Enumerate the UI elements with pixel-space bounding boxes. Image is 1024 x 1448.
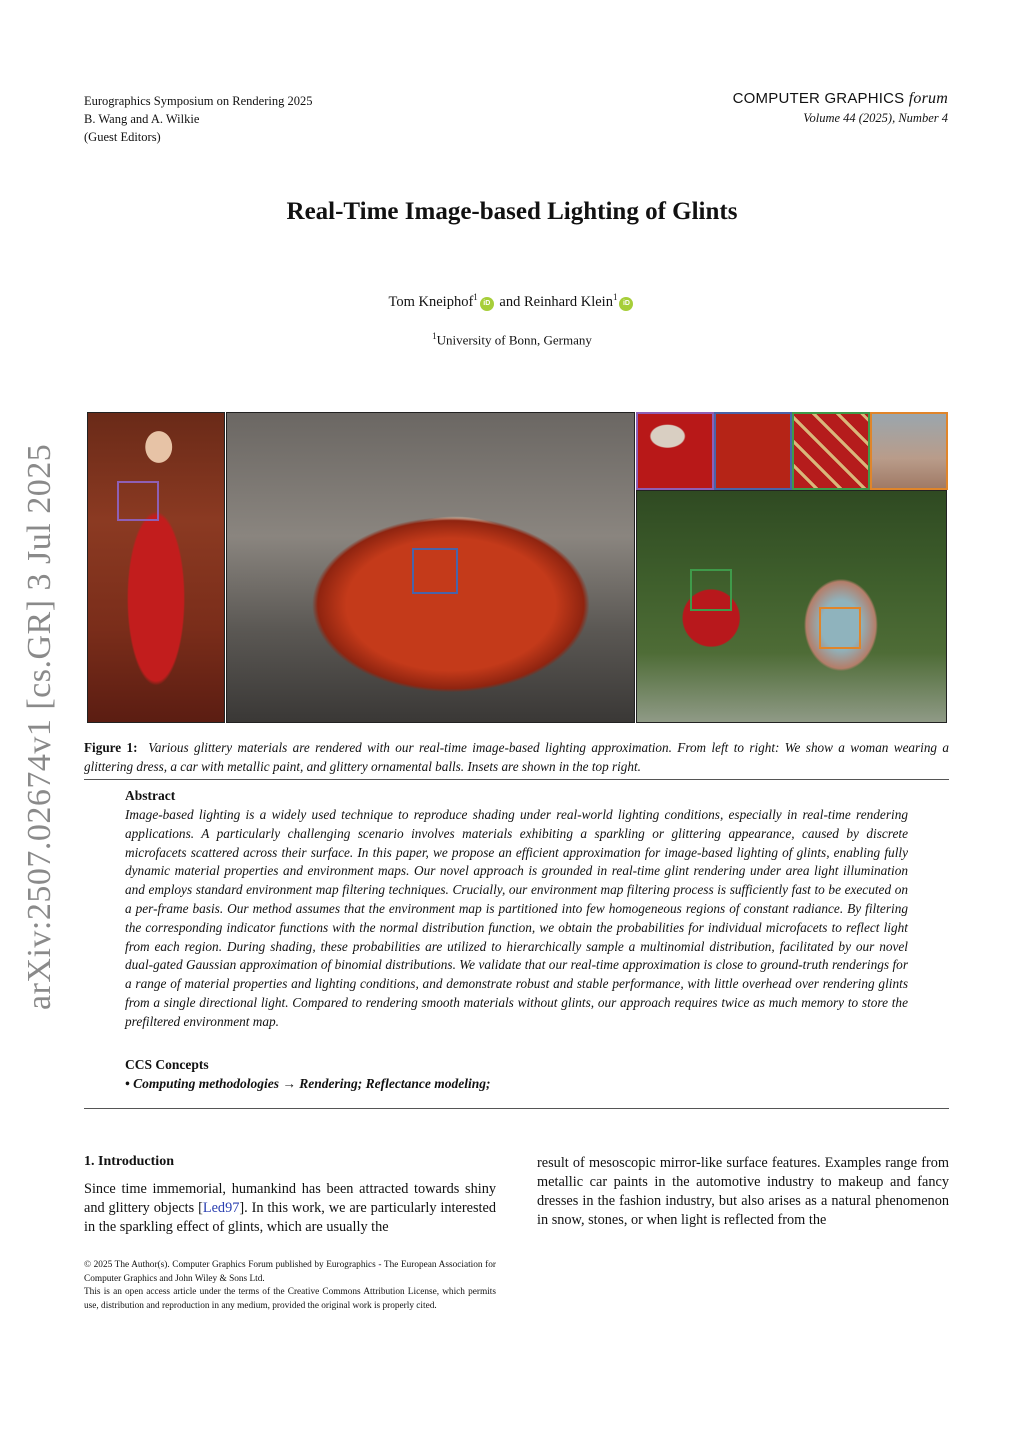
orcid-icon[interactable]: iD <box>480 297 494 311</box>
author-affiliation-mark: 1 <box>473 292 478 302</box>
ccs-arrow: → <box>282 1076 296 1091</box>
arxiv-stamp: arXiv:2507.02674v1 [cs.GR] 3 Jul 2025 <box>21 443 58 1010</box>
citation-link[interactable]: Led97 <box>202 1200 240 1216</box>
affiliation <box>0 331 1024 348</box>
figure-inset-2 <box>714 412 792 490</box>
figure-inset-3 <box>792 412 870 490</box>
copyright-footnote <box>84 1259 496 1313</box>
abstract-heading: Abstract <box>125 788 176 803</box>
ccs-concepts <box>125 1076 491 1092</box>
abstract-text: Image-based lighting is a widely used technique to reproduce shading under real-world lighting conditions, especially in real-time rendering applications. A particularly challenging scenario involves materials exhibiting a sparkling or glittering appearance, caused by discrete microfacets scattered across their surface. In this paper, we propose an efficient approximation for image-based lighting of glints, enabling fully dynamic material properties and environment maps. Our novel approach is grounded in real-time glint rendering under area light illumination and employs standard environment map filtering techniques. Crucially, our environment map filtering process is sufficiently fast to be executed on a per-frame basis. Our method assumes that the environment map is partitioned into few homogeneous regions of constant radiance. By filtering the corresponding indicator functions with the normal distribution function, we obtain the probabilities for individual microfacets to reflect light from each region. During shading, these probabilities are utilized to hierarchically sample a multinomial distribution, facilitated by our novel dual-gated Gaussian approximation of binomial distributions. We validate that our real-time approximation is close to ground-truth renderings for a range of material properties and lighting conditions, and demonstrate robust and stable performance, with little overhead over rendering glints from a single directional light. Compared to rendering smooth materials without glints, our approach requires twice as much memory to store the prefiltered environment map. <box>125 807 908 1029</box>
ccs-bullet: • <box>125 1076 130 1091</box>
author-affiliation-mark: 1 <box>612 292 618 302</box>
author-joiner: and <box>499 293 521 310</box>
ccs-concept-list: Rendering; Reflectance modeling; <box>299 1076 491 1091</box>
figure-panel-ornaments <box>636 490 947 723</box>
conference-header <box>84 92 312 146</box>
journal-name: COMPUTER GRAPHICS <box>732 90 905 107</box>
inset-marker-car <box>412 548 458 594</box>
inset-marker-red-ornament <box>690 569 732 611</box>
figure-caption <box>84 738 949 776</box>
author-name: Tom Kneiphof <box>388 293 474 310</box>
figure-inset-1 <box>636 412 714 490</box>
editors-role: (Guest Editors) <box>84 130 161 144</box>
affiliation-mark: 1 <box>432 331 437 341</box>
author-name: Reinhard Klein <box>523 293 613 310</box>
figure-label: Figure 1: <box>84 740 138 755</box>
affiliation-text: University of Bonn, Germany <box>436 332 592 348</box>
license-line: This is an open access article under the terms of the Creative Commons Attribution License, which permits use, distribution and reproduction in any medium, provided the original work is properly cited. <box>84 1287 496 1311</box>
divider <box>84 1108 949 1109</box>
journal-suffix: forum <box>908 90 948 107</box>
orcid-icon[interactable]: iD <box>619 297 633 311</box>
figure-panel-car <box>226 412 635 723</box>
figure-inset-4 <box>870 412 948 490</box>
journal-header <box>733 90 948 126</box>
intro-paragraph-col1: Since time immemorial, humankind has been attracted towards shiny and glittery objects [Led97]. In this work, we are particularly interested in the sparkling effect of glints, which are usually the <box>84 1181 496 1235</box>
ccs-category: Computing methodologies <box>133 1076 280 1091</box>
divider <box>84 779 949 780</box>
journal-volume: Volume 44 (2025), Number 4 <box>803 111 948 125</box>
author-list <box>0 292 1024 311</box>
section-heading-introduction: 1. Introduction <box>84 1154 174 1169</box>
intro-paragraph-col2: result of mesoscopic mirror-like surface features. Examples range from metallic car paints in the automotive industry to makeup and fancy dresses in the fashion industry, but also arises as a natural phenomenon in snow, stones, or when light is reflected from the <box>537 1155 949 1228</box>
editors: B. Wang and A. Wilkie <box>84 112 200 126</box>
conference-name: Eurographics Symposium on Rendering 2025 <box>84 94 313 108</box>
ccs-heading: CCS Concepts <box>125 1057 209 1072</box>
figure-panel-woman-dress <box>87 412 225 723</box>
paper-title: Real-Time Image-based Lighting of Glints <box>286 198 738 225</box>
inset-marker-pinecone-ornament <box>819 607 861 649</box>
copyright-line: © 2025 The Author(s). Computer Graphics Forum published by Eurographics - The European Association for Computer Graphics and John Wiley & Sons Ltd. <box>84 1260 496 1284</box>
figure-caption-text: Various glittery materials are rendered with our real-time image-based lighting approximation. From left to right: We show a woman wearing a glittering dress, a car with metallic paint, and glittery ornamental balls. Insets are shown in the top right. <box>84 740 949 774</box>
inset-marker-dress <box>117 481 159 521</box>
